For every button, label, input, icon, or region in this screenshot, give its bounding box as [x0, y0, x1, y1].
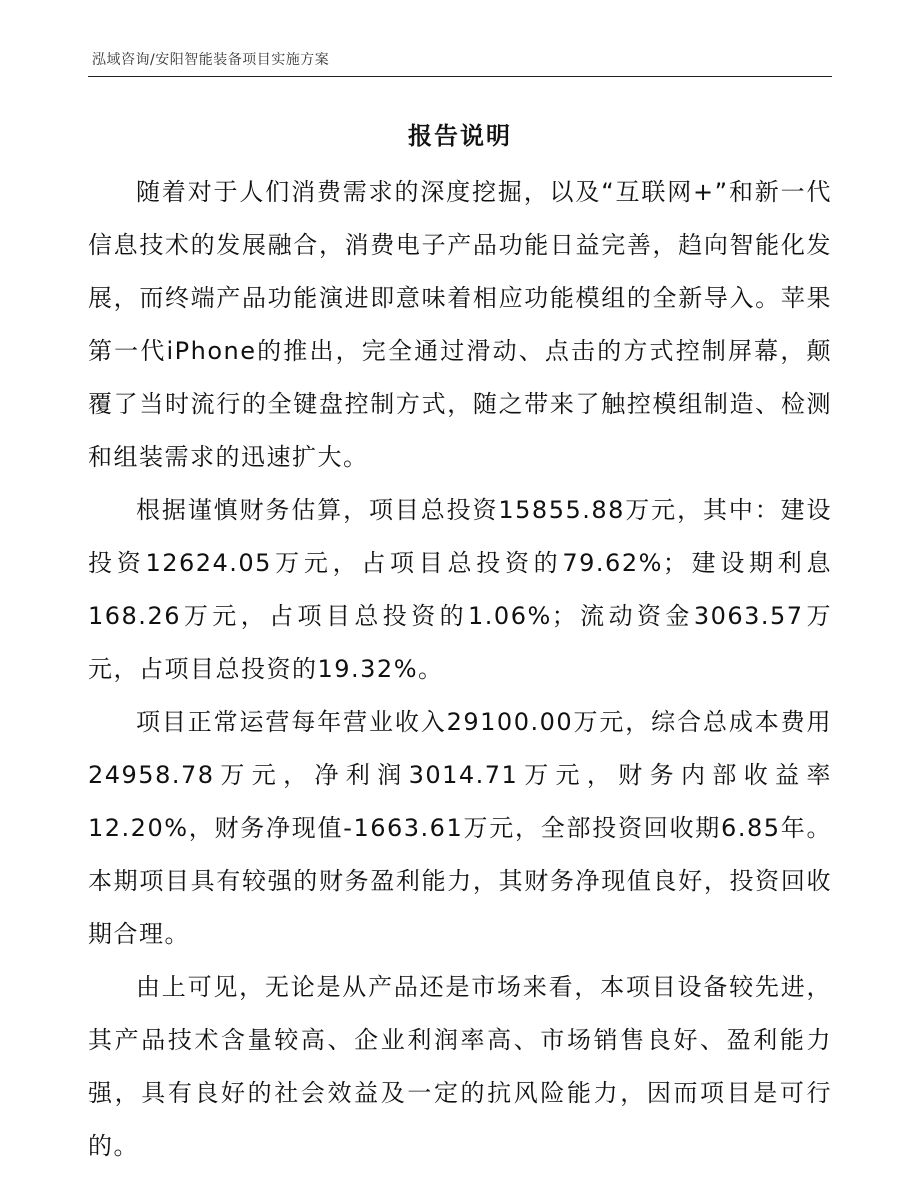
section-title: 报告说明 [408, 122, 512, 150]
paragraph: 由上可见，无论是从产品还是市场来看，本项目设备较先进，其产品技术含量较高、企业利润率高、市场销售良好、盈利能力强，具有良好的社会效益及一定的抗风险能力，因而项目是可行的。 [88, 973, 832, 1160]
paragraph: 随着对于人们消费需求的深度挖掘，以及“互联网+”和新一代信息技术的发展融合，消费电子产品功能日益完善，趋向智能化发展，而终端产品功能演进即意味着相应功能模组的全新导入。苹果第一代iPhone的推出，完全通过滑动、点击的方式控制屏幕，颠覆了当时流行的全键盘控制方式，随之带来了触控模组制造、检测和组装需求的迅速扩大。 [88, 178, 832, 471]
running-header: 泓域咨询/安阳智能装备项目实施方案 [92, 52, 330, 68]
paragraph: 项目正常运营每年营业收入29100.00万元，综合总成本费用24958.78万元，净利润3014.71万元，财务内部收益率12.20%，财务净现值-1663.61万元，全部投资回收期6.85年。本期项目具有较强的财务盈利能力，其财务净现值良好，投资回收期合理。 [88, 708, 832, 948]
paragraph: 根据谨慎财务估算，项目总投资15855.88万元，其中：建设投资12624.05万元，占项目总投资的79.62%；建设期利息168.26万元，占项目总投资的1.06%；流动资金3063.57万元，占项目总投资的19.32%。 [88, 496, 832, 683]
body-text [88, 166, 832, 1173]
header-divider [88, 76, 832, 77]
